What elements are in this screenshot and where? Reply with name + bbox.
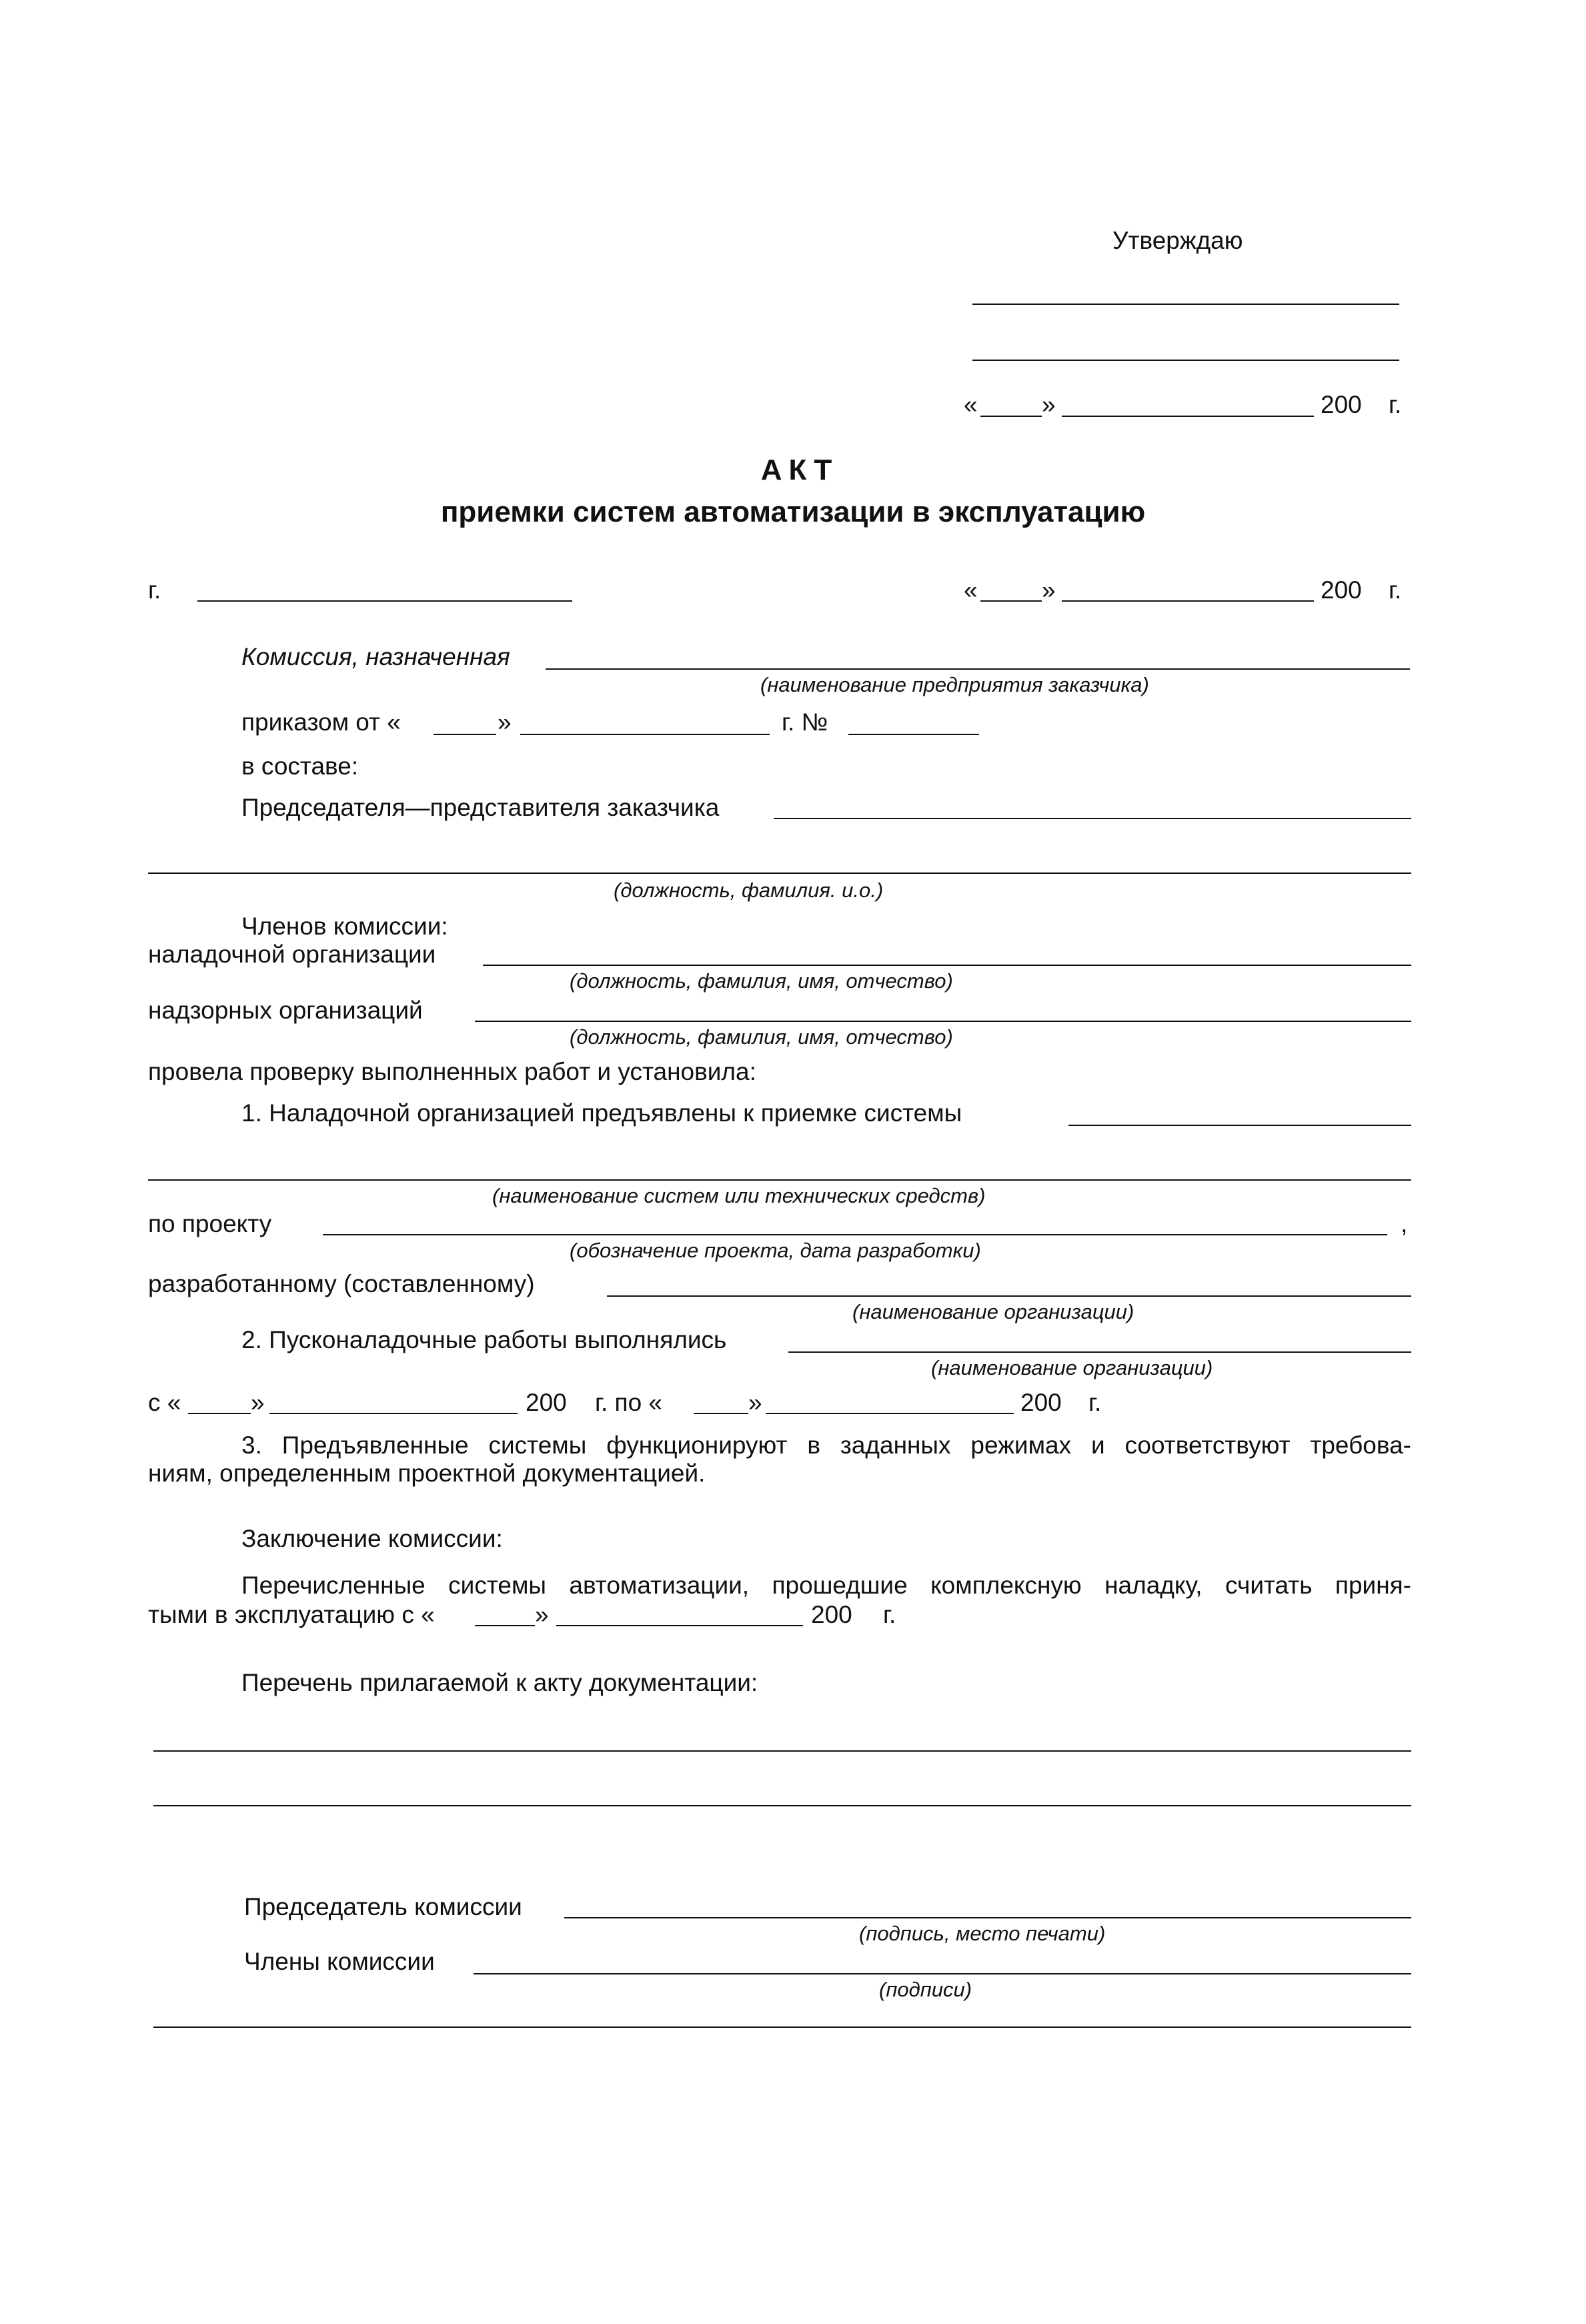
order-number-line: [848, 734, 979, 735]
item2-line: [788, 1351, 1411, 1353]
commission-line: [546, 668, 1410, 670]
signature-members-caption: (подписи): [879, 1978, 972, 2001]
order-day-line: [434, 734, 496, 735]
project-line: [323, 1234, 1387, 1235]
period-year1: 200: [526, 1389, 567, 1416]
order-mid: »: [498, 708, 512, 736]
attachments-line-1: [153, 1750, 1411, 1752]
approval-date-close: »: [1042, 391, 1056, 418]
commission-label: Комиссия, назначенная: [241, 643, 510, 670]
order-prefix: приказом от «: [241, 708, 401, 736]
order-number-label: г. №: [782, 708, 828, 736]
conclusion-day-line: [475, 1625, 535, 1626]
setup-org-line: [483, 965, 1411, 966]
approval-date-open: «: [964, 391, 978, 418]
findings-item3-line2: ниям, определенным проектной документацией.: [148, 1460, 706, 1487]
signature-members-line-2: [153, 2026, 1411, 2028]
city-line: [197, 600, 572, 602]
signature-members-line: [474, 1973, 1411, 1974]
period-day1-line: [188, 1413, 251, 1414]
setup-org-label: наладочной организации: [148, 941, 436, 968]
period-day2-line: [694, 1413, 748, 1414]
signature-chairman-line: [564, 1917, 1411, 1918]
conclusion-line2-close: »: [535, 1601, 549, 1628]
header-year: 200: [1321, 576, 1362, 604]
findings-item2: 2. Пусконаладочные работы выполнялись: [241, 1326, 727, 1353]
approval-month-line: [1062, 416, 1314, 417]
approval-year-suffix: г.: [1389, 391, 1402, 418]
composition-label: в составе:: [241, 752, 359, 780]
header-year-suffix: г.: [1389, 576, 1402, 604]
project-caption: (обозначение проекта, дата разработки): [570, 1239, 981, 1262]
project-label: по проекту: [148, 1210, 272, 1237]
document-subtitle: приемки систем автоматизации в эксплуатацию: [440, 496, 1146, 528]
conclusion-year-suffix: г.: [883, 1601, 896, 1628]
approval-year: 200: [1321, 391, 1362, 418]
findings-item1: 1. Наладочной организацией предъявлены к приемке системы: [241, 1099, 962, 1127]
chairman-label: Председателя—представителя заказчика: [241, 794, 720, 821]
period-month2-line: [766, 1413, 1014, 1414]
period-from: с «: [148, 1389, 181, 1416]
commission-caption: (наименование предприятия заказчика): [760, 673, 1149, 696]
developed-label: разработанному (составленному): [148, 1270, 535, 1297]
item1-caption: (наименование систем или технических средств): [492, 1184, 986, 1207]
item1-line-2: [148, 1179, 1411, 1181]
conclusion-year: 200: [811, 1601, 852, 1628]
findings-intro: провела проверку выполненных работ и установила:: [148, 1058, 756, 1085]
approval-day-line: [980, 416, 1042, 417]
chairman-line-1: [774, 818, 1411, 819]
signature-chairman-label: Председатель комиссии: [244, 1893, 522, 1920]
project-comma: ,: [1401, 1210, 1408, 1237]
findings-item3-line1: 3. Предъявленные системы функционируют в заданных режимах и соответствуют требова-: [241, 1431, 1411, 1459]
item1-line-1: [1068, 1125, 1411, 1126]
supervisory-org-label: надзорных организаций: [148, 997, 423, 1024]
signature-members-label: Члены комиссии: [244, 1948, 435, 1975]
conclusion-line1: Перечисленные системы автоматизации, прошедшие комплексную наладку, считать приня-: [241, 1572, 1411, 1599]
period-close1: »: [251, 1389, 265, 1416]
chairman-caption: (должность, фамилия. и.о.): [614, 879, 884, 902]
attachments-line-2: [153, 1805, 1411, 1806]
conclusion-line2-prefix: тыми в эксплуатацию с «: [148, 1601, 435, 1628]
period-suffix: г.: [1088, 1389, 1102, 1416]
header-month-line: [1062, 600, 1314, 602]
header-day-line: [980, 600, 1042, 602]
supervisory-org-caption: (должность, фамилия, имя, отчество): [570, 1025, 953, 1049]
developed-caption: (наименование организации): [852, 1300, 1134, 1323]
attachments-heading: Перечень прилагаемой к акту документации:: [241, 1669, 758, 1696]
developed-line: [607, 1295, 1411, 1297]
city-prefix: г.: [148, 576, 161, 604]
conclusion-month-line: [556, 1625, 803, 1626]
chairman-line-2: [148, 873, 1411, 874]
period-to: г. по «: [595, 1389, 663, 1416]
header-date-open: «: [964, 576, 978, 604]
period-year2: 200: [1020, 1389, 1062, 1416]
document-title: АКТ: [760, 454, 839, 486]
period-month1-line: [269, 1413, 518, 1414]
approval-line-2: [972, 360, 1399, 361]
period-close2: »: [748, 1389, 762, 1416]
approval-line-1: [972, 304, 1399, 305]
conclusion-heading: Заключение комиссии:: [241, 1525, 503, 1552]
supervisory-org-line: [475, 1021, 1411, 1022]
signature-chairman-caption: (подпись, место печати): [859, 1922, 1106, 1945]
header-date-close: »: [1042, 576, 1056, 604]
item2-caption: (наименование организации): [931, 1356, 1213, 1379]
setup-org-caption: (должность, фамилия, имя, отчество): [570, 969, 953, 993]
order-month-line: [520, 734, 770, 735]
members-label: Членов комиссии:: [241, 913, 448, 940]
approval-label: Утверждаю: [1112, 227, 1243, 254]
